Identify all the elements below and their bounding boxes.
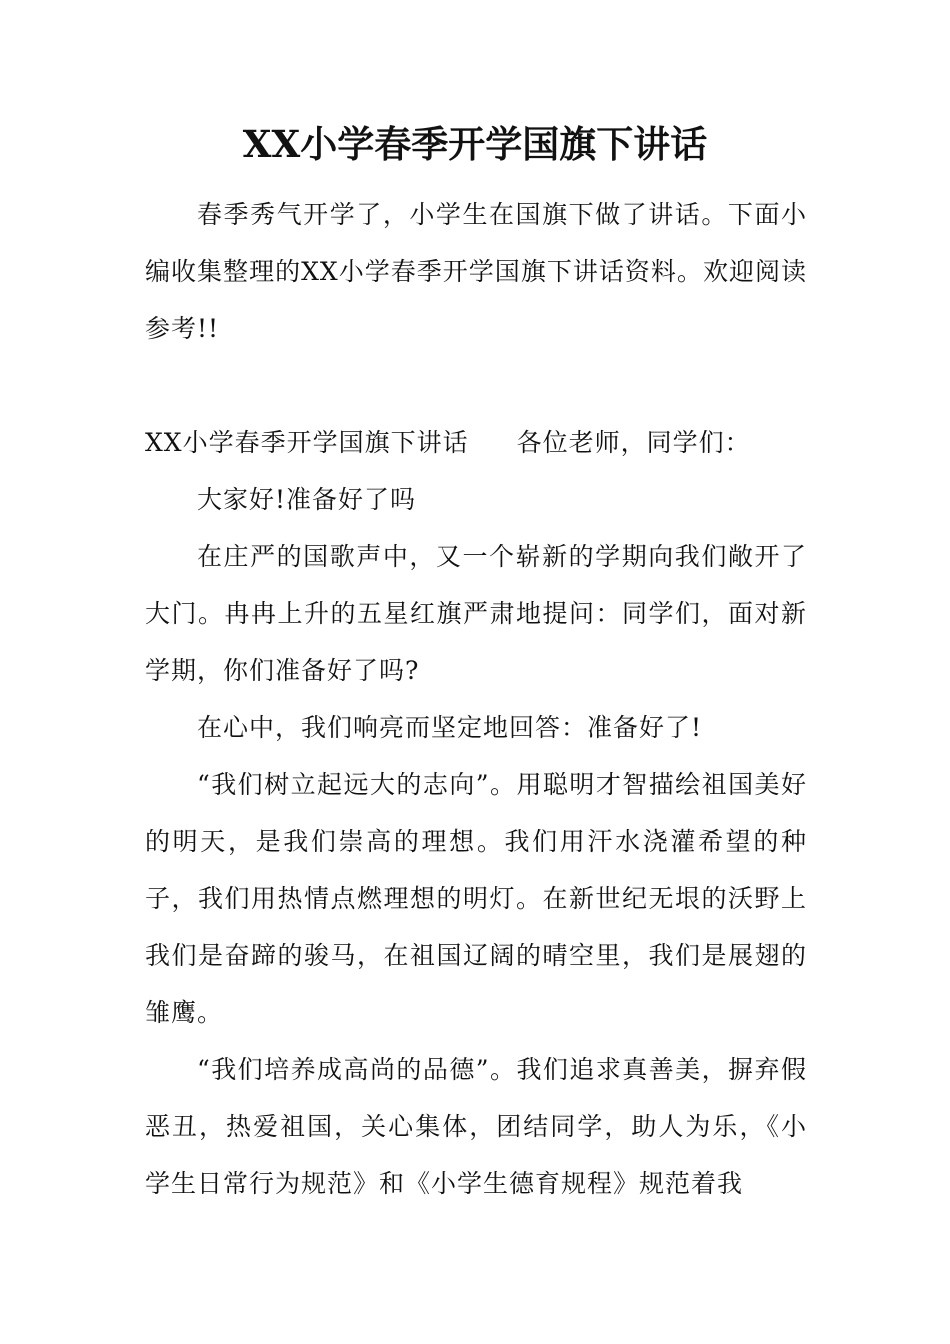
intro-paragraph: 春季秀气开学了，小学生在国旗下做了讲话。下面小编收集整理的XX小学春季开学国旗下讲话资料。欢迎阅读参考!! bbox=[145, 200, 807, 343]
body-paragraph: 在庄严的国歌声中，又一个崭新的学期向我们敞开了大门。冉冉上升的五星红旗严肃地提问：同学们，面对新学期，你们准备好了吗? bbox=[145, 542, 807, 685]
speech-heading: XX小学春季开学国旗下讲话 bbox=[145, 428, 469, 457]
body-paragraph: “我们培养成高尚的品德”。我们追求真善美，摒弃假恶丑，热爱祖国，关心集体，团结同学，助人为乐，《小学生日常行为规范》和《小学生德育规程》规范着我 bbox=[145, 1055, 807, 1198]
body-paragraph: 大家好!准备好了吗 bbox=[197, 485, 417, 514]
body-paragraph: 在心中，我们响亮而坚定地回答：准备好了! bbox=[197, 713, 703, 742]
speech-greeting: 各位老师，同学们： bbox=[516, 428, 751, 457]
paragraph-spacer bbox=[145, 357, 807, 414]
document-body bbox=[145, 186, 807, 1212]
page-title: XX小学春季开学国旗下讲话 bbox=[242, 122, 708, 166]
speech-heading-line bbox=[145, 414, 807, 471]
body-paragraph: “我们树立起远大的志向”。用聪明才智描绘祖国美好的明天，是我们崇高的理想。我们用汗水浇灌希望的种子，我们用热情点燃理想的明灯。在新世纪无垠的沃野上我们是奋蹄的骏马，在祖国辽阔的晴空里，我们是展翅的雏鹰。 bbox=[145, 770, 807, 1027]
